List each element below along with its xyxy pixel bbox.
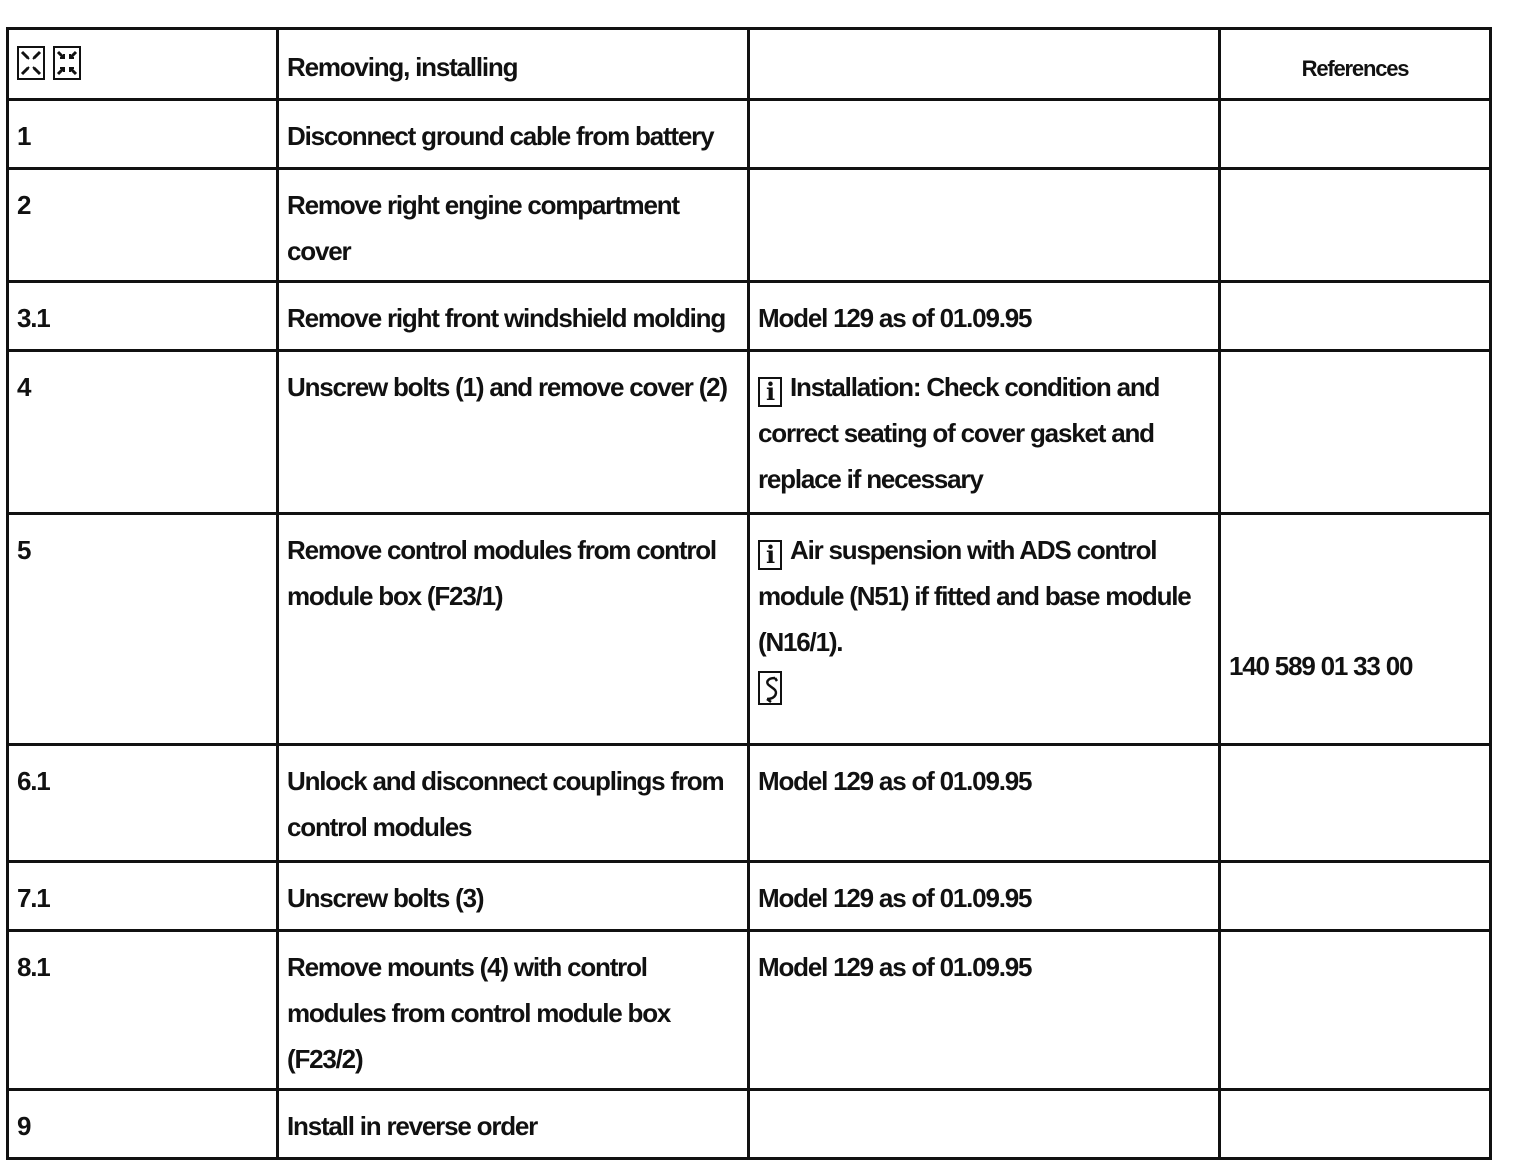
- step-action: Remove control modules from control module box (F23/1): [278, 514, 749, 745]
- header-references: References: [1220, 29, 1491, 100]
- step-reference: [1220, 100, 1491, 169]
- step-action: Unscrew bolts (1) and remove cover (2): [278, 351, 749, 514]
- step-action: Install in reverse order: [278, 1090, 749, 1159]
- step-action: Remove right front windshield molding: [278, 282, 749, 351]
- table-row: [8, 351, 1491, 514]
- step-reference: [1220, 169, 1491, 282]
- step-note: [749, 100, 1220, 169]
- step-number: 8.1: [8, 931, 278, 1090]
- table-row: [8, 514, 1491, 745]
- step-number: 4: [8, 351, 278, 514]
- step-action: Remove right engine compartment cover: [278, 169, 749, 282]
- step-number: 1: [8, 100, 278, 169]
- step-number: 9: [8, 1090, 278, 1159]
- step-action: Unscrew bolts (3): [278, 862, 749, 931]
- step-reference: [1220, 745, 1491, 862]
- step-note: [749, 169, 1220, 282]
- step-reference: 140 589 01 33 00: [1229, 651, 1413, 681]
- step-note: Model 129 as of 01.09.95: [749, 931, 1220, 1090]
- table-row: [8, 862, 1491, 931]
- step-reference: [1220, 931, 1491, 1090]
- step-note: [749, 1090, 1220, 1159]
- step-reference-cell: [1220, 514, 1491, 745]
- step-action: Unlock and disconnect couplings from control modules: [278, 745, 749, 862]
- step-note-cell: [749, 514, 1220, 745]
- step-reference: [1220, 282, 1491, 351]
- step-number: 6.1: [8, 745, 278, 862]
- step-number: 3.1: [8, 282, 278, 351]
- step-number: 7.1: [8, 862, 278, 931]
- step-note: Model 129 as of 01.09.95: [749, 282, 1220, 351]
- table-row: [8, 745, 1491, 862]
- procedure-table: [6, 27, 1492, 1160]
- step-number: 5: [8, 514, 278, 745]
- table-row: [8, 1090, 1491, 1159]
- step-number: 2: [8, 169, 278, 282]
- step-action: Remove mounts (4) with control modules from control module box (F23/2): [278, 931, 749, 1090]
- remove-icon: [17, 46, 45, 80]
- table-row: [8, 931, 1491, 1090]
- step-reference: [1220, 1090, 1491, 1159]
- info-icon: i: [758, 377, 782, 407]
- step-reference: [1220, 862, 1491, 931]
- step-note: Model 129 as of 01.09.95: [749, 862, 1220, 931]
- install-icon: [53, 46, 81, 80]
- table-row: [8, 100, 1491, 169]
- table-row: [8, 282, 1491, 351]
- step-reference: [1220, 351, 1491, 514]
- step-note-cell: [749, 351, 1220, 514]
- header-notes: [749, 29, 1220, 100]
- step-note: Air suspension with ADS control module (N51) if fitted and base module (N16/1).: [758, 535, 1191, 657]
- step-note: Installation: Check condition and correct seating of cover gasket and replace if necessary: [758, 372, 1160, 494]
- special-tool-icon: [758, 671, 782, 705]
- step-action: Disconnect ground cable from battery: [278, 100, 749, 169]
- header-title: Removing, installing: [278, 29, 749, 100]
- table-row: [8, 169, 1491, 282]
- step-note: Model 129 as of 01.09.95: [749, 745, 1220, 862]
- header-icons-cell: [8, 29, 278, 100]
- table-header-row: [8, 29, 1491, 100]
- info-icon: i: [758, 540, 782, 570]
